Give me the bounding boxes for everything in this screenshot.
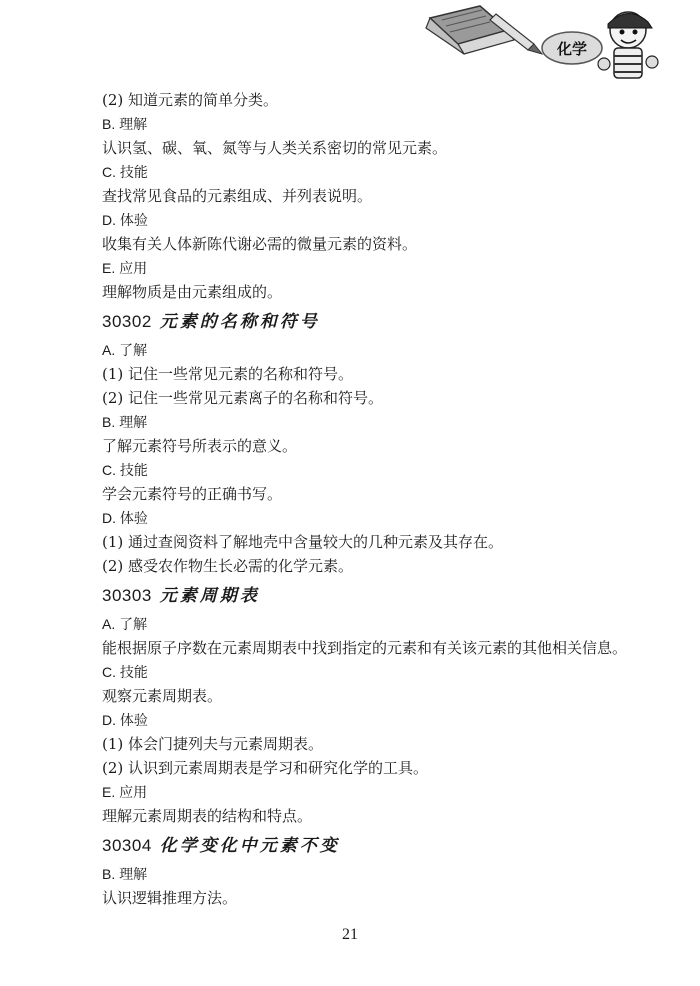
text-line: (1) 记住一些常见元素的名称和符号。 xyxy=(102,365,354,383)
open-book-icon xyxy=(426,6,514,54)
category-label: A. 了解 xyxy=(102,342,148,358)
category-label: C. 技能 xyxy=(102,462,148,478)
subject-badge-label: 化学 xyxy=(556,40,588,58)
text-line: 收集有关人体新陈代谢必需的微量元素的资料。 xyxy=(102,235,418,253)
category-label: B. 理解 xyxy=(102,414,148,430)
page-number: 21 xyxy=(342,926,358,943)
section-heading xyxy=(102,830,622,862)
text-line: (2) 认识到元素周期表是学习和研究化学的工具。 xyxy=(102,759,429,777)
category-label: E. 应用 xyxy=(102,784,148,800)
section-code: 30304 xyxy=(102,836,152,855)
category-label: A. 了解 xyxy=(102,616,148,632)
text-line: 理解物质是由元素组成的。 xyxy=(102,283,283,301)
section-code: 30303 xyxy=(102,586,152,605)
header-illustration xyxy=(422,0,662,84)
category-label: D. 体验 xyxy=(102,212,148,228)
section-code: 30302 xyxy=(102,312,152,331)
text-line: (2) 知道元素的简单分类。 xyxy=(102,91,279,109)
section-title: 化学变化中元素不变 xyxy=(159,836,340,856)
cartoon-student-icon xyxy=(598,12,658,78)
text-line: (2) 记住一些常见元素离子的名称和符号。 xyxy=(102,389,384,407)
category-label: B. 理解 xyxy=(102,866,148,882)
category-label: B. 理解 xyxy=(102,116,148,132)
text-line: (1) 体会门捷列夫与元素周期表。 xyxy=(102,735,324,753)
category-label: D. 体验 xyxy=(102,510,148,526)
section-title: 元素周期表 xyxy=(159,586,260,606)
category-label: C. 技能 xyxy=(102,664,148,680)
text-line: (1) 通过查阅资料了解地壳中含量较大的几种元素及其存在。 xyxy=(102,533,504,551)
text-line: 学会元素符号的正确书写。 xyxy=(102,485,283,503)
text-line: 认识氢、碳、氧、氮等与人类关系密切的常见元素。 xyxy=(102,139,448,157)
section-heading xyxy=(102,580,622,612)
text-line: 观察元素周期表。 xyxy=(102,687,223,705)
text-line: 能根据原子序数在元素周期表中找到指定的元素和有关该元素的其他相关信息。 xyxy=(102,639,628,657)
category-label: C. 技能 xyxy=(102,164,148,180)
text-line: (2) 感受农作物生长必需的化学元素。 xyxy=(102,557,354,575)
subject-badge xyxy=(542,32,602,64)
category-label: E. 应用 xyxy=(102,260,148,276)
text-line: 认识逻辑推理方法。 xyxy=(102,889,238,907)
section-heading xyxy=(102,306,622,338)
text-line: 查找常见食品的元素组成、并列表说明。 xyxy=(102,187,373,205)
text-line: 理解元素周期表的结构和特点。 xyxy=(102,807,313,825)
section-title: 元素的名称和符号 xyxy=(159,312,320,332)
document-body xyxy=(102,88,628,910)
category-label: D. 体验 xyxy=(102,712,148,728)
text-line: 了解元素符号所表示的意义。 xyxy=(102,437,298,455)
